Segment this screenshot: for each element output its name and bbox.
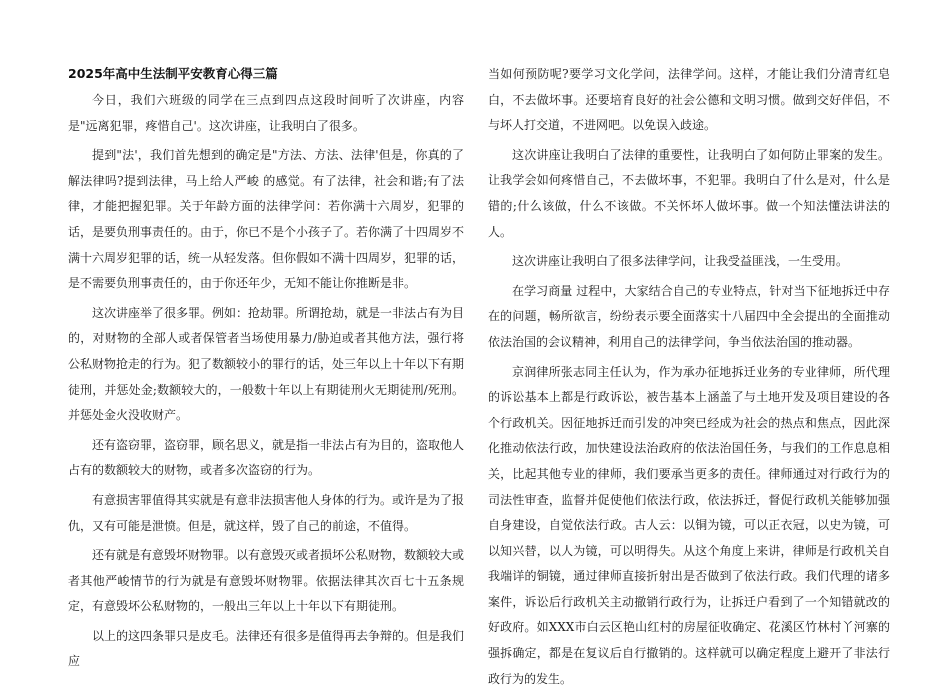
right-paragraphs — [488, 62, 890, 692]
paragraph: 这次讲座让我明白了法律的重要性，让我明白了如何防止罪案的发生。让我学会如何疼惜自己，不去做坏事，不犯罪。我明白了什么是对，什么是错的;什么该做，什么不该做。不关怀坏人做坏事。做一个知法懂法讲法的人。 — [488, 147, 890, 239]
paragraph: 以上的这四条罪只是皮毛。法律还有很多是值得再去争辩的。但是我们应 — [68, 628, 465, 669]
right-column — [488, 62, 890, 696]
paragraph: 这次讲座让我明白了很多法律学问，让我受益匪浅，一生受用。 — [512, 254, 849, 269]
left-paragraphs — [68, 88, 464, 675]
paragraph: 提到"法'，我们首先想到的确定是"方法、方法、法律'但是，你真的了解法律吗?提到法律，马上给人严峻 的感觉。有了法律，社会和谐;有了法律，才能把握犯罪。关于年龄方面的法律学问：若你满十六周岁，犯罪的话，是要负刑事责任的。由于，你已不是个小孩子了。若你满了十四周岁不满十六周岁犯罪的话，统一从轻发落。但你假如不满十四周岁，犯罪的话，是不需要负刑事责任的，由于你还年少，无知不能让你推断是非。 — [68, 148, 465, 291]
paragraph: 在学习商量 过程中，大家结合自己的专业特点，针对当下征地拆迁中存在的问题，畅所欲言，纷纷表示要全面落实十八届四中全会提出的全面推动依法治国的会议精神，利用自己的法律学问，争当依法治国的推动器。 — [488, 283, 890, 349]
paragraph: 还有就是有意毁坏财物罪。以有意毁灭或者损坏公私财物，数额较大或者其他严峻情节的行为就是有意毁坏财物罪。依据法律其次百七十五条规定，有意毁坏公私财物的，一般出三年以上十年以下有期徒刑。 — [68, 548, 465, 614]
paragraph: 还有盗窃罪，盗窃罪，顾名思义，就是指一非法占有为目的，盗取他人占有的数额较大的财物，或者多次盗窃的行为。 — [68, 437, 465, 478]
paragraph: 今日，我们六班级的同学在三点到四点这段时间听了次讲座，内容是"远离犯罪，疼惜自己'。这次讲座，让我明白了很多。 — [68, 93, 464, 133]
paragraph: 当如何预防呢?要学习文化学问，法律学问。这样，才能让我们分清青红皂白，不去做坏事。还要培育良好的社会公德和文明习惯。做到交好伴侣，不与坏人打交道，不进网吧。以免误入歧途。 — [488, 67, 890, 133]
paragraph: 京润律所张志同主任认为，作为承办征地拆迁业务的专业律师，所代理的诉讼基本上都是行政诉讼，被告基本上涵盖了与土地开发及项目建设的各个行政机关。因征地拆迁而引发的冲突已经成为社会的热点和焦点，因此深化推动依法行政，加快建设法治政府的依法治国任务，与我们的工作息息相关，比起其他专业的律师，我们要承当更多的责任。律师通过对行政行为的司法性审查，监督并促使他们依法行政，依法拆迁，督促行政机关能够加强自身建设，自觉依法行政。古人云：以铜为镜，可以正衣冠，以史为镜，可以知兴替，以人为镜，可以明得失。从这个角度上来讲，律师是行政机关自我端详的铜镜，通过律师直接折射出是否做到了依法行政。我们代理的诸多案件，诉讼后行政机关主动撤销行政行为，让拆迁户看到了一个知错就改的好政府。如XXX市白云区艳山红村的房屋征收确定、花溪区竹林村丫河寨的强拆确定，都是在复议后自行撤销的。这样就可以确定程度上避开了非法行政行为的发生。 — [488, 364, 890, 686]
paragraph: 这次讲座举了很多罪。例如：抢劫罪。所谓抢劫，就是一非法占有为目的，对财物的全部人或者保管者当场使用暴力/胁迫或者其他方法，强行将公私财物抢走的行为。犯了数额较小的罪行的话，处三年以上十年以下有期徒刑，并惩处金;数额较大的，一般数十年以上有期徒刑火无期徒刑/死刑。并惩处金火没收财产。 — [68, 305, 465, 423]
left-column — [68, 62, 464, 679]
paragraph: 有意损害罪值得其实就是有意非法损害他人身体的行为。或许是为了报仇，又有可能是泄愤。但是，就这样，毁了自己的前途，不值得。 — [68, 492, 465, 533]
document-title: 2025年高中生法制平安教育心得三篇 — [68, 66, 278, 81]
